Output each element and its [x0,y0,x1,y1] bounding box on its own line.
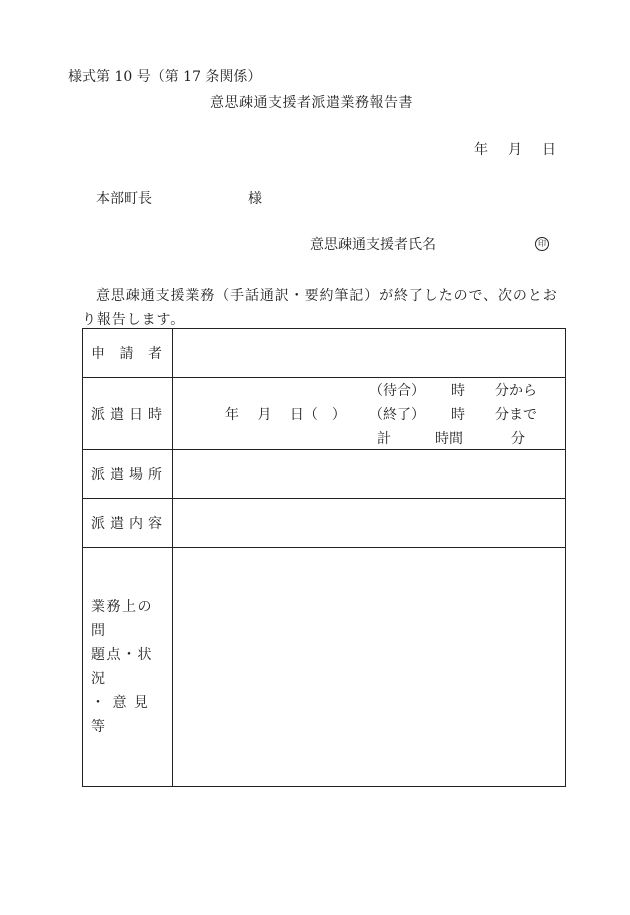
table-row-issues [83,548,566,787]
report-table [82,328,566,787]
datetime-field[interactable] [173,378,566,450]
seal-icon: 印 [535,237,549,251]
total-label: 計 [377,431,391,447]
report-statement: 意思疎通支援業務（手話通訳・要約筆記）が終了したので、次のとおり報告します。 [82,288,558,328]
wait-label: （待合） [369,383,425,399]
date-month-label: 月 [508,142,522,158]
table-row-place [83,450,566,499]
issues-field[interactable] [173,548,566,787]
form-number: 様式第 10 号（第 17 条関係） [68,69,262,85]
supporter-name-label: 意思疎通支援者氏名 [310,237,436,253]
addressee-name: 本部町長 [96,191,152,207]
dispatch-date-text: 年 月 日（ ） [225,407,346,423]
table-row-datetime [83,378,566,450]
wait-minute-unit: 分から [495,383,537,399]
wait-hour-unit: 時 [451,383,465,399]
total-minutes-unit: 分 [511,431,525,447]
table-row-requester [83,329,566,378]
table-row-content [83,499,566,548]
requester-field[interactable] [173,329,566,378]
datetime-label: 派 遣 日 時 [83,378,173,450]
end-minute-unit: 分まで [495,407,537,423]
issues-label-line: 題点・状況 [91,647,153,687]
issues-label-line: ・ 意 見 等 [91,695,150,735]
place-label: 派 遣 場 所 [83,450,173,499]
issues-label-line: 業務上の問 [91,599,153,639]
end-hour-unit: 時 [451,407,465,423]
end-label: （終了） [369,407,425,423]
requester-label: 申 請 者 [83,329,173,378]
date-year-label: 年 [474,142,488,158]
report-date [474,143,556,157]
addressee-honorific: 様 [248,191,262,207]
total-hours-unit: 時間 [435,431,463,447]
place-field[interactable] [173,450,566,499]
content-field[interactable] [173,499,566,548]
date-day-label: 日 [542,142,556,158]
issues-label [83,548,173,787]
document-title: 意思疎通支援者派遣業務報告書 [210,95,413,111]
content-label: 派 遣 内 容 [83,499,173,548]
